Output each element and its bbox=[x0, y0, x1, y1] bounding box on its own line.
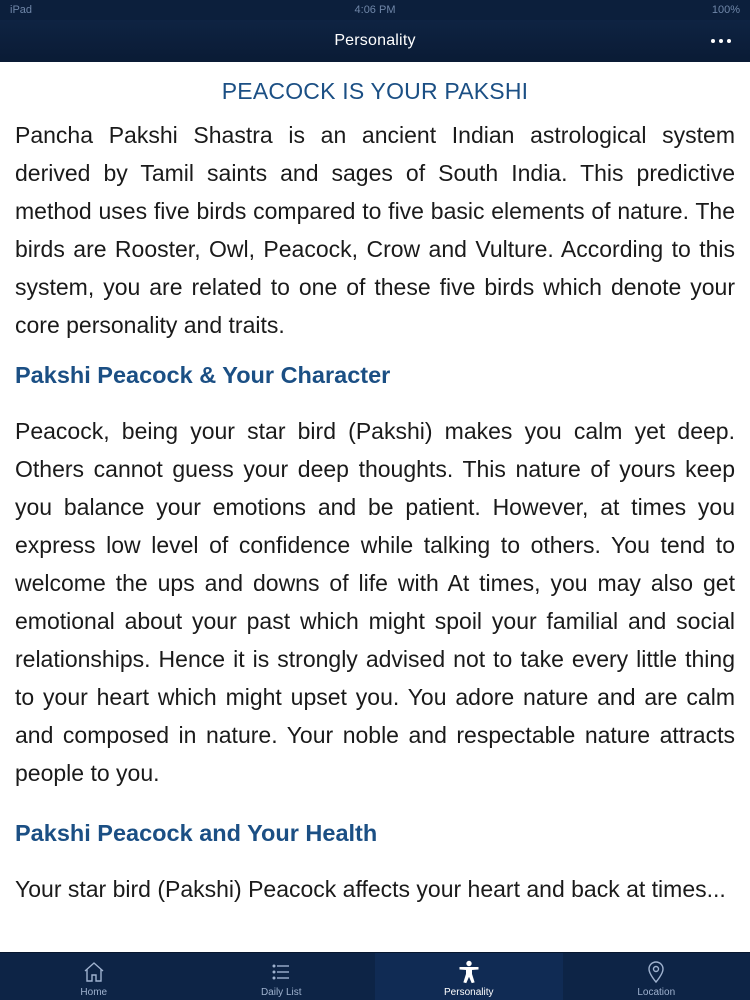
article-content[interactable] bbox=[0, 62, 750, 952]
more-horizontal-icon[interactable] bbox=[706, 26, 736, 56]
tab-label: Personality bbox=[444, 987, 494, 998]
bottom-tab-bar bbox=[0, 952, 750, 1000]
person-icon bbox=[457, 960, 481, 984]
status-carrier: iPad bbox=[10, 4, 33, 16]
section-heading-health: Pakshi Peacock and Your Health bbox=[15, 820, 378, 846]
location-pin-icon bbox=[644, 960, 668, 984]
intro-paragraph: Pancha Pakshi Shastra is an ancient Indian astrological system derived by Tamil saints and sages of South India. This predictive method uses five birds compared to five basic elements of nature. The birds are Rooster, Owl, Peacock, Crow and Vulture. According to this system, you are related to one of these five birds which denote your core personality and traits. bbox=[15, 122, 735, 338]
tab-location[interactable] bbox=[563, 953, 750, 1000]
nav-header bbox=[0, 20, 750, 62]
more-dot bbox=[727, 39, 731, 43]
status-battery: 100% bbox=[711, 4, 740, 16]
page-header-title: Personality bbox=[334, 32, 416, 49]
list-icon bbox=[269, 960, 293, 984]
tab-home[interactable] bbox=[0, 953, 188, 1000]
home-icon bbox=[82, 960, 106, 984]
more-dot bbox=[711, 39, 715, 43]
section-body-health: Your star bird (Pakshi) Peacock affects your heart and back at times... bbox=[15, 876, 726, 902]
section-body-character: Peacock, being your star bird (Pakshi) makes you calm yet deep. Others cannot guess your deep thoughts. This nature of yours keep you balance your emotions and be patient. However, at times you express low level of confidence while talking to others. You tend to welcome the ups and downs of life with At times, you may also get emotional about your past which might spoil your familial and social relationships. Hence it is strongly advised not to take every little thing to your heart which might upset you. You adore nature and are calm and composed in nature. Your noble and respectable nature attracts people to you. bbox=[15, 418, 735, 786]
tab-label: Location bbox=[637, 987, 676, 998]
tab-label: Home bbox=[80, 987, 108, 998]
more-dot bbox=[719, 39, 723, 43]
tab-label: Daily List bbox=[260, 987, 302, 998]
page-title: PEACOCK IS YOUR PAKSHI bbox=[221, 78, 529, 104]
tab-personality[interactable] bbox=[375, 953, 563, 1000]
section-heading-character: Pakshi Peacock & Your Character bbox=[15, 362, 391, 388]
tab-daily-list[interactable] bbox=[188, 953, 376, 1000]
status-bar bbox=[0, 0, 750, 20]
status-time: 4:06 PM bbox=[354, 4, 396, 16]
